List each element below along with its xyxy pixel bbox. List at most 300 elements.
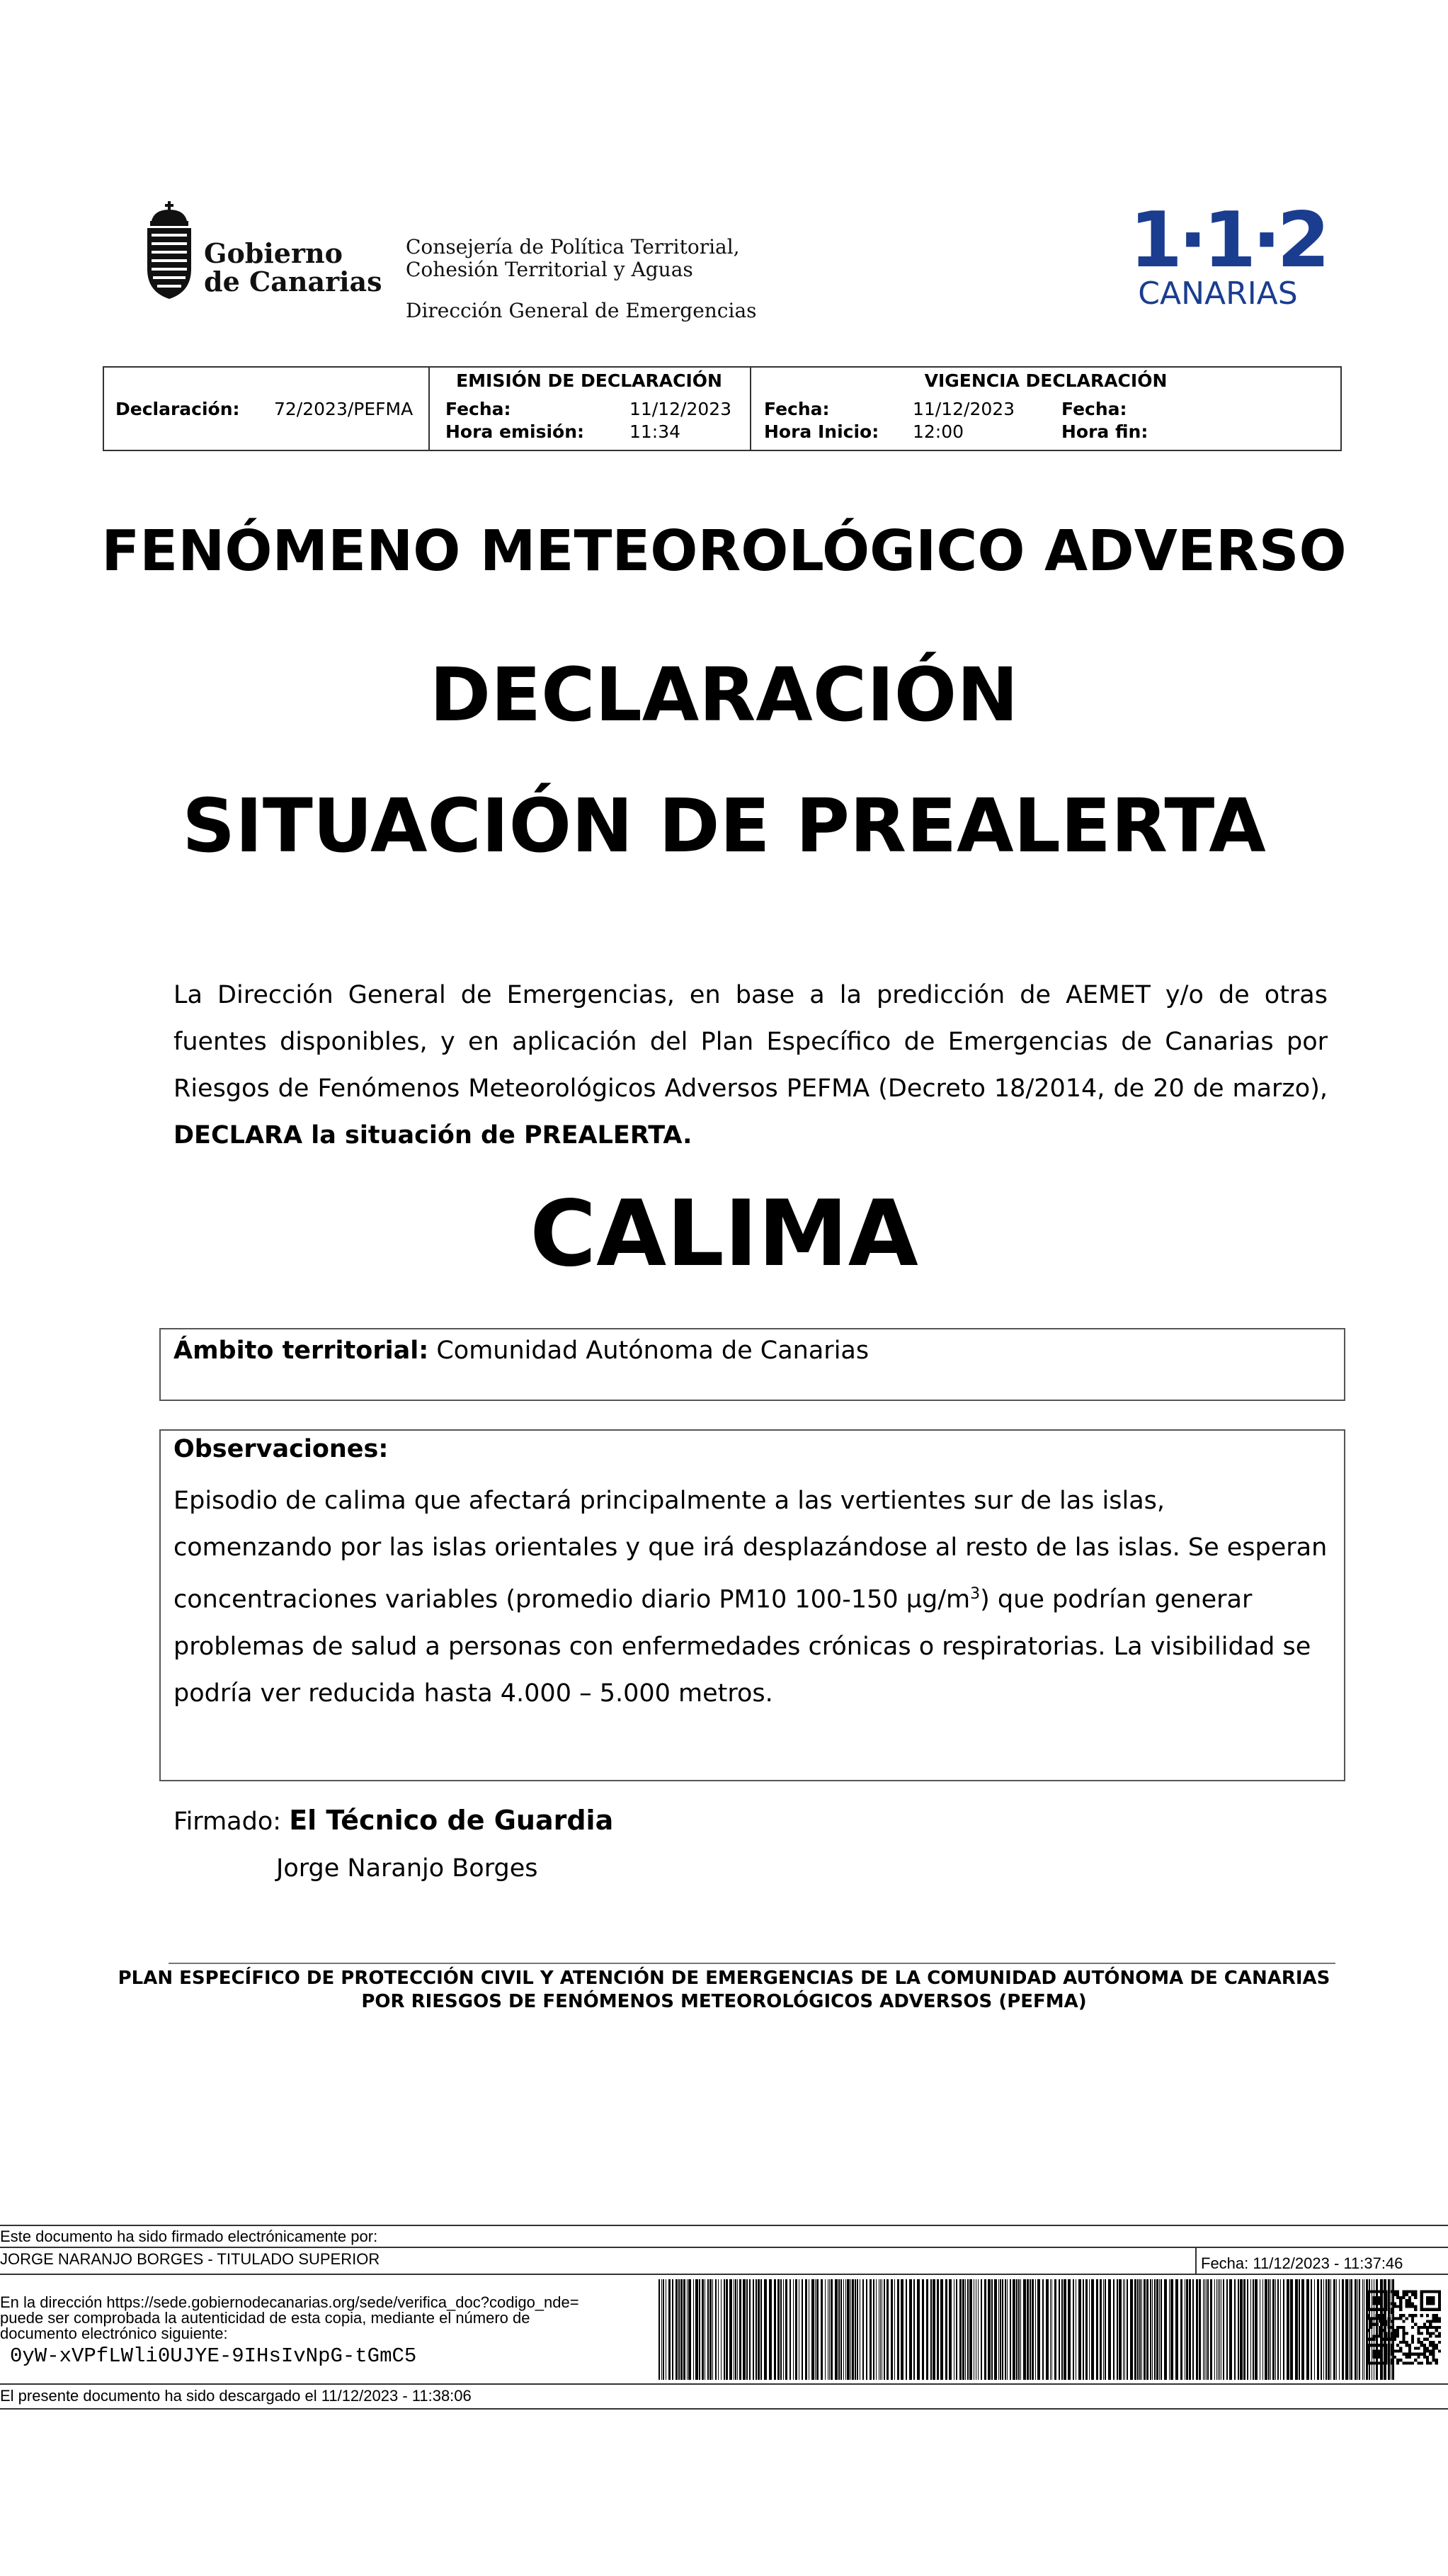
barcode-bar [967, 2279, 969, 2380]
vigencia-header: VIGENCIA DECLARACIÓN [924, 370, 1168, 391]
qr-module [1408, 2314, 1411, 2317]
barcode-bar [795, 2279, 797, 2380]
qr-module [1384, 2353, 1387, 2356]
logo-text-line2: de Canarias [204, 266, 382, 297]
barcode-bar [805, 2279, 807, 2380]
intro-text: La Dirección General de Emergencias, en base a la predicción de AEMET y/o de otras fuentes disponibles, y en aplicación del Plan Específico de Emergencias de Canarias por Riesgos de Fenómenos Meteorológicos Adversos PEFMA (Decreto 18/2014, de 20 de marzo), [173, 981, 1328, 1103]
qr-module [1384, 2347, 1387, 2349]
barcode-bar [1119, 2279, 1122, 2380]
qr-module [1384, 2335, 1387, 2338]
qr-module [1429, 2302, 1432, 2305]
qr-module [1381, 2317, 1384, 2320]
qr-module [1402, 2296, 1405, 2299]
barcode-bar [1161, 2279, 1162, 2380]
sig-band-top-line [0, 2225, 1448, 2226]
qr-module [1432, 2332, 1435, 2334]
barcode-bar [821, 2279, 823, 2380]
qr-module [1367, 2293, 1369, 2296]
barcode-bar [1362, 2279, 1363, 2380]
qr-code-image [1367, 2288, 1441, 2367]
barcode-bar [718, 2279, 719, 2380]
vigencia-fecha-value: 11/12/2023 [913, 399, 1015, 419]
qr-module [1379, 2332, 1381, 2334]
barcode-bar [909, 2279, 912, 2380]
qr-module [1391, 2344, 1393, 2347]
qr-module [1387, 2317, 1390, 2320]
qr-module [1402, 2335, 1405, 2338]
qr-module [1406, 2332, 1408, 2334]
qr-module [1435, 2317, 1438, 2320]
qr-module [1391, 2353, 1393, 2356]
qr-module [1420, 2361, 1423, 2364]
qr-module [1391, 2311, 1393, 2314]
qr-module [1391, 2335, 1393, 2338]
qr-module [1435, 2314, 1438, 2317]
qr-module [1399, 2350, 1402, 2353]
qr-module [1411, 2293, 1414, 2296]
signer-name: Jorge Naranjo Borges [276, 1854, 538, 1883]
qr-module [1367, 2299, 1369, 2302]
qr-module [1414, 2305, 1417, 2308]
intro-bold: DECLARA la situación de PREALERTA. [173, 1121, 692, 1150]
qr-module [1381, 2323, 1384, 2326]
barcode-bar [969, 2279, 972, 2380]
qr-module [1406, 2361, 1408, 2364]
qr-module [1406, 2317, 1408, 2320]
qr-module [1399, 2302, 1402, 2305]
qr-module [1423, 2338, 1426, 2341]
qr-module [1414, 2296, 1417, 2299]
qr-module [1372, 2296, 1375, 2299]
barcode-bar [743, 2279, 746, 2380]
barcode-bar [825, 2279, 826, 2380]
barcode-bar [1117, 2279, 1118, 2380]
barcode-bar [1207, 2279, 1209, 2380]
qr-module [1396, 2344, 1399, 2347]
barcode-bar [1342, 2279, 1344, 2380]
qr-module [1438, 2317, 1441, 2320]
qr-module [1399, 2359, 1402, 2361]
emision-fecha-label: Fecha: [445, 399, 511, 419]
barcode-bar [678, 2279, 680, 2380]
qr-module [1376, 2302, 1379, 2305]
qr-module [1432, 2347, 1435, 2349]
barcode-bar [774, 2279, 776, 2380]
barcode-bar [1170, 2279, 1173, 2380]
sig-verifica-line1: En la dirección https://sede.gobiernodecanarias.org/sede/verifica_doc?codigo_nde= [0, 2293, 579, 2311]
qr-module [1391, 2347, 1393, 2349]
barcode-bar [802, 2279, 803, 2380]
barcode-bar [1323, 2279, 1324, 2380]
qr-module [1406, 2341, 1408, 2344]
barcode-bar [1108, 2279, 1111, 2380]
qr-module [1379, 2335, 1381, 2338]
qr-module [1438, 2335, 1441, 2338]
ambito-box [159, 1328, 1345, 1401]
qr-module [1399, 2308, 1402, 2311]
qr-module [1384, 2291, 1387, 2293]
qr-module [1408, 2302, 1411, 2305]
qr-module [1402, 2320, 1405, 2323]
qr-module [1379, 2317, 1381, 2320]
qr-module [1367, 2350, 1369, 2353]
sig-codigo: 0yW-xVPfLWli0UJYE-9IHsIvNpG-tGmC5 [10, 2344, 417, 2368]
barcode-bar [749, 2279, 751, 2380]
barcode-bar [1355, 2279, 1357, 2380]
qr-module [1423, 2291, 1426, 2293]
qr-module [1384, 2320, 1387, 2323]
qr-module [1387, 2338, 1390, 2341]
qr-module [1367, 2353, 1369, 2356]
qr-module [1396, 2317, 1399, 2320]
barcode-bar [1240, 2279, 1243, 2380]
qr-module [1402, 2361, 1405, 2364]
qr-module [1369, 2361, 1372, 2364]
qr-module [1391, 2326, 1393, 2329]
qr-module [1387, 2326, 1390, 2329]
qr-module [1402, 2341, 1405, 2344]
barcode-bar [1100, 2279, 1102, 2380]
qr-module [1367, 2361, 1369, 2364]
qr-module [1367, 2356, 1369, 2359]
qr-module [1399, 2326, 1402, 2329]
barcode-bar [1250, 2279, 1251, 2380]
qr-module [1399, 2341, 1402, 2344]
sig-band-line [0, 2274, 1448, 2275]
barcode-bar [1103, 2279, 1104, 2380]
qr-module [1435, 2308, 1438, 2311]
barcode-bar [1218, 2279, 1219, 2380]
barcode-bar [746, 2279, 748, 2380]
barcode-bar [1030, 2279, 1031, 2380]
qr-module [1408, 2353, 1411, 2356]
qr-module [1438, 2296, 1441, 2299]
barcode-bar [1192, 2279, 1194, 2380]
barcode-bar [1295, 2279, 1298, 2380]
qr-module [1406, 2293, 1408, 2296]
qr-module [1432, 2344, 1435, 2347]
barcode-bar [1280, 2279, 1281, 2380]
qr-module [1399, 2305, 1402, 2308]
qr-module [1435, 2326, 1438, 2329]
qr-module [1396, 2305, 1399, 2308]
observaciones-text-part1: Episodio de calima que afectará principalmente a las vertientes sur de las islas, comenzando por las islas orientales y que irá desplazándose al resto de las islas. Se esperan concentraciones variables (promedio diario PM10 100-150 µg/m [173, 1487, 1328, 1614]
qr-module [1429, 2320, 1432, 2323]
barcode-bar [1270, 2279, 1271, 2380]
barcode-bar [1127, 2279, 1128, 2380]
qr-module [1426, 2359, 1429, 2361]
barcode-bar [1247, 2279, 1248, 2380]
barcode-bar [1287, 2279, 1289, 2380]
qr-module [1379, 2320, 1381, 2323]
qr-module [1429, 2299, 1432, 2302]
qr-module [1429, 2353, 1432, 2356]
qr-module [1429, 2341, 1432, 2344]
qr-module [1438, 2320, 1441, 2323]
qr-module [1426, 2338, 1429, 2341]
barcode-bar [945, 2279, 947, 2380]
barcode-bar [981, 2279, 982, 2380]
qr-module [1429, 2323, 1432, 2326]
qr-module [1393, 2332, 1396, 2334]
qr-module [1432, 2341, 1435, 2344]
qr-module [1435, 2335, 1438, 2338]
qr-module [1379, 2361, 1381, 2364]
barcode-image [657, 2279, 1397, 2380]
qr-module [1411, 2317, 1414, 2320]
qr-module [1432, 2291, 1435, 2293]
barcode-bar [988, 2279, 991, 2380]
vigencia-fecha-fin-label: Fecha: [1061, 399, 1127, 419]
barcode-bar [1059, 2279, 1060, 2380]
barcode-bar [850, 2279, 851, 2380]
qr-module [1393, 2302, 1396, 2305]
barcode-bar [897, 2279, 899, 2380]
qr-module [1367, 2317, 1369, 2320]
qr-module [1420, 2291, 1423, 2293]
qr-module [1396, 2329, 1399, 2332]
qr-module [1420, 2326, 1423, 2329]
qr-module [1417, 2353, 1420, 2356]
qr-module [1423, 2323, 1426, 2326]
barcode-bar [1277, 2279, 1279, 2380]
qr-module [1429, 2344, 1432, 2347]
barcode-bar [1238, 2279, 1239, 2380]
barcode-bar [1330, 2279, 1331, 2380]
qr-module [1432, 2314, 1435, 2317]
barcode-bar [668, 2279, 671, 2380]
barcode-bar [835, 2279, 838, 2380]
qr-module [1426, 2302, 1429, 2305]
barcode-bar [735, 2279, 736, 2380]
qr-module [1372, 2361, 1375, 2364]
barcode-bar [870, 2279, 872, 2380]
qr-module [1426, 2291, 1429, 2293]
barcode-bar [891, 2279, 893, 2380]
barcode-bar [857, 2279, 858, 2380]
barcode-bar [1068, 2279, 1071, 2380]
qr-module [1369, 2320, 1372, 2323]
barcode-bar [1141, 2279, 1142, 2380]
barcode-bar [1083, 2279, 1084, 2380]
qr-module [1391, 2361, 1393, 2364]
qr-module [1408, 2291, 1411, 2293]
emision-header: EMISIÓN DE DECLARACIÓN [456, 370, 722, 391]
barcode-bar [1189, 2279, 1191, 2380]
qr-module [1379, 2299, 1381, 2302]
barcode-bar [880, 2279, 881, 2380]
qr-module [1435, 2347, 1438, 2349]
qr-module [1393, 2305, 1396, 2308]
barcode-bar [1216, 2279, 1217, 2380]
barcode-bar [1290, 2279, 1293, 2380]
barcode-bar [831, 2279, 833, 2380]
qr-module [1376, 2323, 1379, 2326]
barcode-bar [715, 2279, 717, 2380]
qr-module [1399, 2314, 1402, 2317]
qr-module [1429, 2326, 1432, 2329]
barcode-bar [815, 2279, 816, 2380]
qr-module [1381, 2320, 1384, 2323]
qr-module [1429, 2361, 1432, 2364]
barcode-bar [949, 2279, 952, 2380]
qr-module [1384, 2332, 1387, 2334]
barcode-bar [675, 2279, 678, 2380]
barcode-bar [769, 2279, 772, 2380]
barcode-bar [906, 2279, 907, 2380]
barcode-bar [1144, 2279, 1146, 2380]
qr-module [1438, 2305, 1441, 2308]
qr-module [1402, 2332, 1405, 2334]
qr-module [1411, 2338, 1414, 2341]
qr-module [1391, 2320, 1393, 2323]
barcode-bar [894, 2279, 895, 2380]
qr-module [1391, 2302, 1393, 2305]
barcode-bar [1137, 2279, 1139, 2380]
barcode-bar [1051, 2279, 1052, 2380]
qr-module [1420, 2308, 1423, 2311]
qr-module [1402, 2329, 1405, 2332]
barcode-bar [862, 2279, 864, 2380]
barcode-bar [683, 2279, 685, 2380]
qr-module [1432, 2299, 1435, 2302]
barcode-bar [1046, 2279, 1049, 2380]
barcode-bar [1152, 2279, 1153, 2380]
barcode-bar [726, 2279, 728, 2380]
qr-module [1384, 2344, 1387, 2347]
barcode-bar [709, 2279, 712, 2380]
barcode-bar [843, 2279, 844, 2380]
barcode-bar [984, 2279, 986, 2380]
sig-band-line [0, 2247, 1448, 2248]
qr-module [1406, 2353, 1408, 2356]
qr-module [1426, 2361, 1429, 2364]
qr-module [1372, 2356, 1375, 2359]
barcode-bar [756, 2279, 757, 2380]
sig-fecha: Fecha: 11/12/2023 - 11:37:46 [1201, 2254, 1403, 2272]
qr-module [1420, 2299, 1423, 2302]
barcode-bar [1339, 2279, 1340, 2380]
observaciones-text-part2: ) que podrían generar problemas de salud a personas con enfermedades crónicas o respiratorias. La visibilidad se podría ver reducida hasta 4.000 – 5.000 metros. [173, 1585, 1311, 1708]
qr-module [1420, 2296, 1423, 2299]
qr-module [1402, 2338, 1405, 2341]
barcode-bar [1317, 2279, 1319, 2380]
qr-module [1411, 2302, 1414, 2305]
qr-module [1420, 2341, 1423, 2344]
barcode-bar [855, 2279, 856, 2380]
barcode-bar [1078, 2279, 1081, 2380]
qr-module [1429, 2291, 1432, 2293]
barcode-bar [1283, 2279, 1284, 2380]
qr-module [1429, 2350, 1432, 2353]
qr-module [1376, 2335, 1379, 2338]
barcode-bar [1243, 2279, 1245, 2380]
barcode-bar [1226, 2279, 1228, 2380]
qr-module [1426, 2299, 1429, 2302]
barcode-bar [789, 2279, 791, 2380]
qr-module [1391, 2359, 1393, 2361]
qr-module [1376, 2361, 1379, 2364]
barcode-bar [1089, 2279, 1090, 2380]
qr-module [1376, 2314, 1379, 2317]
barcode-bar [695, 2279, 698, 2380]
qr-module [1372, 2353, 1375, 2356]
qr-module [1367, 2305, 1369, 2308]
footer-line1: PLAN ESPECÍFICO DE PROTECCIÓN CIVIL Y ATENCIÓN DE EMERGENCIAS DE LA COMUNIDAD AUTÓNOMA DE CANARIAS [118, 1968, 1330, 1989]
qr-module [1393, 2293, 1396, 2296]
qr-module [1396, 2350, 1399, 2353]
qr-module [1432, 2350, 1435, 2353]
qr-module [1372, 2350, 1375, 2353]
qr-module [1411, 2353, 1414, 2356]
barcode-bar [1027, 2279, 1029, 2380]
qr-module [1369, 2317, 1372, 2320]
qr-module [1376, 2317, 1379, 2320]
barcode-bar [1345, 2279, 1348, 2380]
barcode-bar [1007, 2279, 1008, 2380]
qr-module [1367, 2308, 1369, 2311]
qr-module [1381, 2329, 1384, 2332]
barcode-bar [1073, 2279, 1074, 2380]
qr-module [1420, 2353, 1423, 2356]
barcode-bar [1061, 2279, 1063, 2380]
barcode-bar [1219, 2279, 1220, 2380]
qr-module [1384, 2293, 1387, 2296]
barcode-bar [1199, 2279, 1201, 2380]
qr-module [1432, 2356, 1435, 2359]
barcode-bar [693, 2279, 694, 2380]
qr-module [1367, 2347, 1369, 2349]
barcode-bar [978, 2279, 979, 2380]
qr-module [1376, 2296, 1379, 2299]
qr-module [1426, 2350, 1429, 2353]
qr-module [1396, 2293, 1399, 2296]
qr-module [1393, 2291, 1396, 2293]
barcode-bar [739, 2279, 741, 2380]
qr-module [1372, 2317, 1375, 2320]
qr-module [1381, 2344, 1384, 2347]
qr-module [1432, 2320, 1435, 2323]
qr-module [1438, 2341, 1441, 2344]
barcode-bar [764, 2279, 767, 2380]
qr-module [1411, 2361, 1414, 2364]
qr-module [1393, 2329, 1396, 2332]
barcode-bar [1156, 2279, 1158, 2380]
qr-module [1435, 2329, 1438, 2332]
qr-module [1417, 2329, 1420, 2332]
qr-module [1429, 2308, 1432, 2311]
qr-module [1402, 2291, 1405, 2293]
qr-module [1384, 2296, 1387, 2299]
firmado-label: Firmado: [173, 1808, 290, 1836]
qr-module [1391, 2291, 1393, 2293]
qr-module [1411, 2326, 1414, 2329]
qr-module [1402, 2314, 1405, 2317]
qr-module [1408, 2296, 1411, 2299]
qr-module [1438, 2302, 1441, 2305]
barcode-bar [1037, 2279, 1040, 2380]
qr-module [1417, 2326, 1420, 2329]
qr-module [1438, 2350, 1441, 2353]
barcode-bar [1306, 2279, 1309, 2380]
barcode-bar [1002, 2279, 1003, 2380]
qr-module [1376, 2353, 1379, 2356]
qr-module [1414, 2308, 1417, 2311]
qr-module [1367, 2344, 1369, 2347]
barcode-bar [933, 2279, 935, 2380]
barcode-bar [1064, 2279, 1066, 2380]
sig-verifica [0, 2295, 579, 2342]
